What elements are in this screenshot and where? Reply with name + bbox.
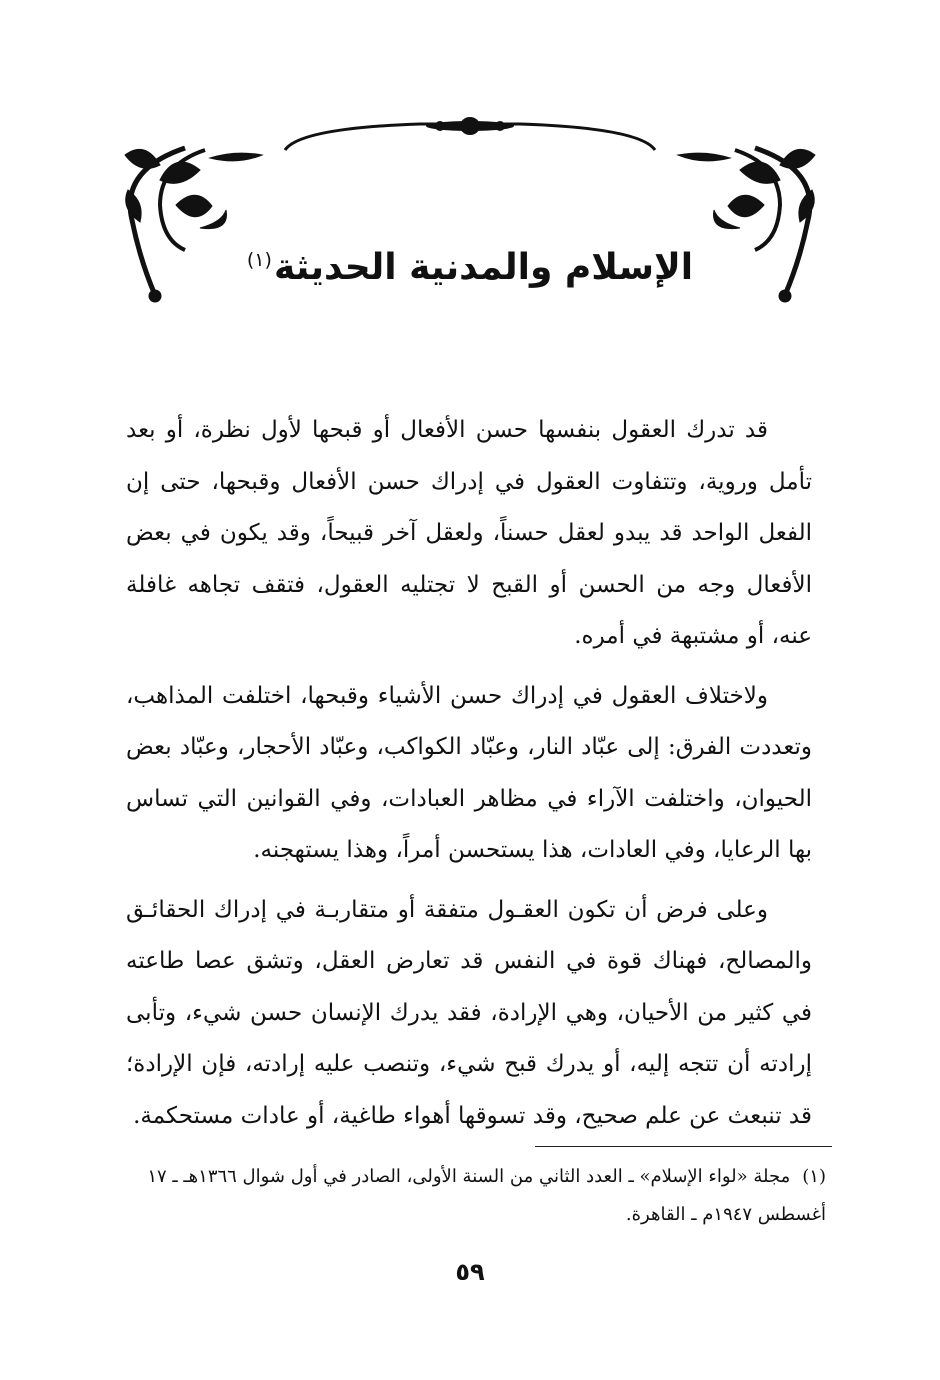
footnote-marker: (١) xyxy=(802,1166,826,1187)
paragraph-3: وعلى فرض أن تكون العقـول متفقة أو متقاربـة في إدراك الحقائـق والمصالح، فهناك قوة في النفس قد تعارض العقل، وتشق عصا طاعته في كثير من الأحيان، وهي الإرادة، فقد يدرك الإنسان حسن شيء، وتأبى إرادته أن تتجه إليه، أو يدرك قبح شيء، وتنصب عليه إرادته، فإن الإرادة؛ قد تنبعث عن علم صحيح، وقد تسوقها أهواء طاغية، أو عادات مستحكمة. xyxy=(126,896,812,1129)
footnote xyxy=(126,1158,826,1234)
footnote-divider xyxy=(535,1146,832,1147)
page-number: ٥٩ xyxy=(455,1258,485,1286)
center-knot xyxy=(426,117,514,135)
title-footnote-ref[interactable]: (١) xyxy=(246,249,272,271)
paragraph-2: ولاختلاف العقول في إدراك حسن الأشياء وقبحها، اختلفت المذاهب، وتعددت الفرق: إلى عبّاد النار، وعبّاد الكواكب، وعبّاد الأحجار، وعبّاد بعض الحيوان، واختلفت الآراء في مظاهر العبادات، وفي القوانين التي تساس بها الرعايا، وفي العادات، هذا يستحسن أمراً، وهذا يستهجنه. xyxy=(126,682,812,863)
chapter-title-text: الإسلام والمدنية الحديثة xyxy=(273,247,694,288)
footnote-text: مجلة «لواء الإسلام» ـ العدد الثاني من السنة الأولى، الصادر في أول شوال ١٣٦٦هـ ـ ١٧ أغسطس ١٩٤٧م ـ القاهرة. xyxy=(147,1166,826,1225)
paragraph-1: قد تدرك العقول بنفسها حسن الأفعال أو قبحها لأول نظرة، أو بعد تأمل وروية، وتتفاوت العقول في إدراك حسن الأفعال وقبحها، حتى إن الفعل الواحد قد يبدو لعقل حسناً، ولعقل آخر قبيحاً، وقد يكون في بعض الأفعال وجه من الحسن أو القبح لا تجتليه العقول، فتقف تجاهه غافلة عنه، أو مشتبهة في أمره. xyxy=(126,417,812,649)
chapter-title xyxy=(200,230,740,298)
body-text xyxy=(126,405,812,1150)
